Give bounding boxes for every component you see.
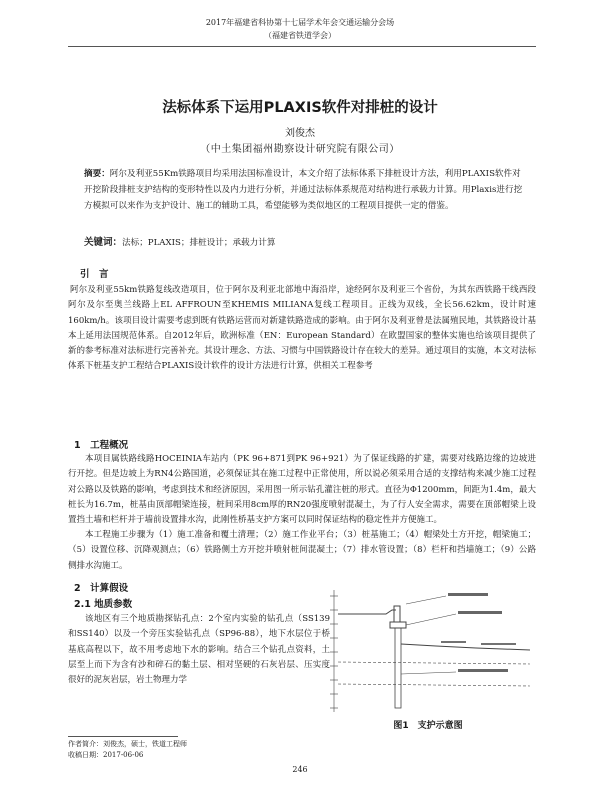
running-header-line2: （福建省铁道学会）: [264, 31, 336, 40]
intro-paragraph: 阿尔及利亚55km铁路复线改造项目，位于阿尔及利亚北部地中海沿岸，途经阿尔及利亚三个省份，为其东西铁路干线西段阿尔及尔至奥兰线路上EL AFFROUN至KHEMIS MILIANA复线工程项目。正线为双线，全长56.62km，设计时速160km/h。该项目设计需要考虑到既有铁路运营而对新建铁路造成的影响。由于阿尔及利亚曾是法属殖民地，其铁路设计基本上延用法国规范体系。自2012年后，欧洲标准（EN：European Standard）在欧盟国家的整体实施也给该项目提供了新的参考标准对法标进行完善补充。其设计理念、方法、习惯与中国铁路设计存在较大的差异。通过项目的实施，本文对法标体系下桩基支护工程结合PLAXIS设计软件的设计方法进行计算，供相关工程参考: [68, 285, 536, 372]
running-header-line1: 2017年福建省科协第十七届学术年会交通运输分会场: [205, 18, 395, 27]
abstract-label: 摘要：: [84, 169, 110, 179]
support-diagram-figure: [316, 584, 540, 716]
section1-paragraph1: 本项目属铁路线路HOCEINIA车站内（PK 96+871到PK 96+921）为了保证线路的扩建，需要对线路边缘的边坡进行开挖。但是边坡上为RN4公路国道，必须保证其在施工过程中正常使用，所以说必须采用合适的支撑结构来减少施工过程对公路以及铁路的影响，考虑到技术和经济原因，采用图一所示钻孔灌注桩的形式。直径为Φ1200mm，间距为1.4m，最大桩长为16.7m，桩基由顶部帽梁连接，桩间采用8cm厚的RN20强度喷射混凝土，为了行人安全需求，需要在顶部帽梁上设置挡土墙和栏杆并于墙前设置排水沟，此刚性桥基支护方案可以同时保证结构的稳定性并方便施工。: [68, 454, 536, 526]
paper-title: 法标体系下运用PLAXIS软件对排桩的设计: [162, 100, 438, 116]
section2-1-heading: 2.1 地质参数: [74, 599, 133, 610]
section2-paragraph: 该地区有三个地质勘探钻孔点：2个室内实验的钻孔点（SS139和SS140）以及一个旁压实验钻孔点（SP96-88），地下水层位于桥基底高程以下，故不用考虑地下水的影响。结合三个钻孔点资料，土层至上而下为含有沙和碎石的黏土层、相对坚硬的石灰岩层、压实度很好的泥灰岩层，岩土物理力学: [68, 614, 330, 686]
cap-beam: [390, 622, 406, 628]
keywords-text: 法标；PLAXIS；排桩设计；承载力计算: [122, 238, 276, 248]
footnote-date: 收稿日期：2017-06-06: [68, 751, 144, 759]
figure-caption: 图1 支护示意图: [393, 721, 463, 731]
section1-paragraph2: 本工程施工步骤为（1）施工准备和覆土清理；（2）施工作业平台；（3）桩基施工；（4）帽梁处土方开挖，帽梁施工；（5）设置位移、沉降观测点；（6）铁路侧土方开挖并喷射桩间混凝土；（7）排水管设置；（8）栏杆和挡墙施工；（9）公路侧排水沟施工。: [68, 530, 536, 571]
intro-heading: 引 言: [80, 269, 109, 280]
retaining-wall: [394, 606, 400, 622]
keywords: [84, 234, 524, 248]
page-number: 246: [292, 765, 308, 774]
excavated-ground: [401, 644, 530, 650]
author: 刘俊杰: [285, 128, 315, 139]
section1-heading: 1 工程概况: [74, 440, 129, 451]
footnote-author: 作者简介：刘俊杰，硕士，铁道工程师: [68, 740, 187, 748]
affiliation: （中土集团福州勘察设计研究院有限公司）: [200, 144, 400, 155]
pile: [395, 628, 401, 708]
footnote-rule: [68, 736, 178, 737]
abstract-text: 阿尔及利亚55Km铁路项目均采用法国标准设计，本文介绍了法标体系下排桩设计方法，利用PLAXIS软件对开挖阶段排桩支护结构的变形特性以及内力进行分析，并通过法标体系规范对结构进行承载力计算。用Plaxis进行挖方模拟可以来作为支护设计、施工的辅助工具，希望能够为类似地区的工程项目提供一定的借鉴。: [84, 169, 523, 211]
road-surface: [338, 610, 396, 614]
section2-heading: 2 计算假设: [74, 583, 129, 594]
header-rule: [68, 46, 536, 47]
keywords-label: 关键词：: [84, 237, 123, 248]
abstract: [84, 166, 524, 214]
